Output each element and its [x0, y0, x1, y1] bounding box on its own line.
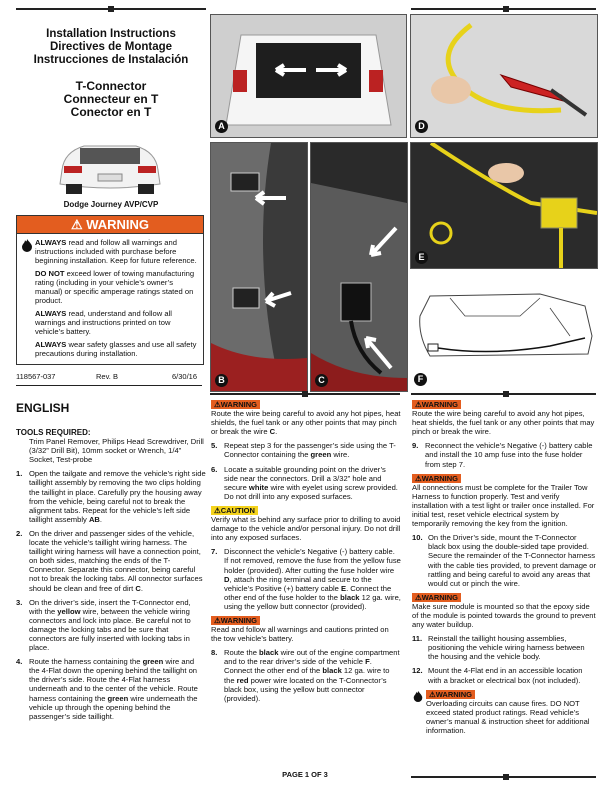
step-8: 8. Route the black wire out of the engine compartment and to the rear driver’s side of the vehicle F. Connect the other end of the black 12 ga. wire to the red power wire located on the T-Connector’s black box, using the yellow butt connector (provided).: [211, 648, 400, 703]
step-11: 11. Reinstall the taillight housing assemblies, positioning the vehicle wiring harness between the housing and the vehicle body.: [412, 634, 585, 662]
warning-note-module: ⚠WARNING Make sure module is mounted so that the epoxy side of the module is pointed towards the ground to prevent any water buildup.: [412, 592, 596, 630]
step-10: 10. On the Driver’s side, mount the T-Connector black box using the double-sided tape provided. Secure the remainder of the T-Connector harness with the cable ties provided, to prevent damage or rattling and being careful to avoid any areas that would cut or pinch the wire.: [412, 533, 597, 588]
step-5: 5. Repeat step 3 for the passenger’s side using the T-Connector containing the green wire.: [211, 441, 396, 460]
warning-note-battery: ⚠WARNING Read and follow all warnings and cautions printed on the tow vehicle’s battery.: [211, 615, 389, 644]
figure-b-photo: [210, 142, 308, 392]
revision: Rev. B: [96, 372, 118, 381]
step-9: 9. Reconnect the vehicle’s Negative (-) battery cable and install the 10 amp fuse into the fuse holder from step 7.: [412, 441, 593, 469]
step-1: 1. Open the tailgate and remove the vehicle’s right side taillight assembly by removing the two clips holding the taillight in place. Carefully pry the housing away from the vehicle, being careful not to break the alignment tabs. Repeat for the vehicle’s left side taillight assembly AB.: [16, 469, 206, 524]
warning-heading-text: WARNING: [86, 217, 150, 232]
product-fr: Connecteur en T: [63, 92, 159, 106]
step-7: 7. Disconnect the vehicle’s Negative (-) battery cable. If not removed, remove the fuse from the yellow fuse holder (provided). After cutting the fuse holder wire D, attach the ring terminal and secure to the vehicle’s Positive (+) battery cable E. Connect the other end of the fuse holder to the black 12 ga. wire, using the yellow butt connector (provided).: [211, 547, 401, 611]
warning-tag: ⚠WARNING: [211, 400, 260, 409]
product-en: T-Connector: [75, 79, 147, 93]
figure-d-label: D: [415, 120, 428, 133]
doc-date: 6/30/16: [172, 372, 198, 381]
column-1: [16, 428, 206, 726]
document-title: [16, 28, 206, 67]
fire-hazard-icon: [20, 238, 34, 252]
figure-a-photo: [210, 14, 407, 138]
product-title: [16, 80, 206, 119]
tools-list: Trim Panel Remover, Philips Head Screwdriver, Drill (3/32” Drill Bit), 10mm socket or Wrench, 1/4” Socket, Test-probe: [29, 437, 204, 465]
warning-note-overload: ⚠WARNING Overloading circuits can cause fires. DO NOT exceed stated product ratings. Read vehicle’s owner’s manual & instruction sheet for additional information.: [412, 690, 596, 735]
warning-tag: ⚠WARNING: [426, 690, 475, 699]
warning-note-connections: ⚠WARNING All connections must be complete for the Trailer Tow Harness to function properly. Test and verify installation with a test light or trailer once installed. For initial test, reset vehicle electrical system by temporarily removing the key from the ignition.: [412, 473, 595, 529]
warning-heading: [17, 216, 203, 234]
figure-e-label: E: [415, 251, 428, 264]
step-2: 2. On the driver and passenger sides of the vehicle, locate the vehicle’s taillight wiring harness. The taillight wiring harness will have a connection point, on both sides, matching the ends of the T-Connector. Separate this connector, being careful not to break the locking tabs. All connector surfaces should be clean and free of dirt C.: [16, 528, 203, 593]
caution-note: ⚠CAUTION Verify what is behind any surface prior to drilling to avoid damage to the vehicle and/or personal injury. Do not drill into any exposed surfaces.: [211, 505, 401, 543]
caution-tag: ⚠CAUTION: [211, 506, 258, 515]
warning-para-1: ALWAYS read and follow all warnings and instructions included with purchase before beginning installation. Keep for future reference.: [35, 238, 197, 265]
figure-c-label: C: [315, 374, 328, 387]
vehicle-photo: [50, 130, 170, 198]
figure-a-label: A: [215, 120, 228, 133]
page-number: PAGE 1 OF 3: [282, 770, 328, 779]
step-6: 6. Locate a suitable grounding point on the driver’s side near the connectors. Drill a 3/32” hole and secure white wire with eyelet using screw provided. Do not drill into any exposed surfaces.: [211, 464, 398, 501]
title-es: Instrucciones de Instalación: [33, 54, 189, 66]
warning-note-hot-2: ⚠WARNING Route the wire being careful to avoid any hot pipes, heat shields, the fuel tank or any other points that may pinch or break the wire.: [412, 400, 595, 437]
language-heading: ENGLISH: [16, 401, 70, 415]
figure-e-photo: [410, 142, 598, 269]
title-fr: Directives de Montage: [49, 41, 173, 53]
warning-tag: ⚠WARNING: [412, 474, 461, 483]
column-3: [412, 400, 596, 740]
warning-tag: ⚠WARNING: [412, 593, 461, 602]
warning-note-hot: ⚠WARNING Route the wire being careful to avoid any hot pipes, heat shields, the fuel tank or any other points that may pinch or break the wire C.: [211, 400, 401, 437]
product-es: Conector en T: [70, 105, 152, 119]
tools-heading: TOOLS REQUIRED:: [16, 428, 91, 437]
step-12: 12. Mount the 4-Flat end in an accessible location with a bracket or electrical box (not included).: [412, 666, 583, 685]
warning-para-3: ALWAYS read, understand and follow all warnings and instructions printed on tow vehicle’s battery.: [35, 309, 172, 336]
warning-tag: ⚠WARNING: [211, 616, 260, 625]
figure-b-label: B: [215, 374, 228, 387]
step-3: 3. On the driver’s side, insert the T-Connector end, with the yellow wire, between the vehicle wiring connectors and lock into place. Be careful not to damage the locking tabs and be sure that connectors are fully inserted with locking tabs in place.: [16, 597, 191, 653]
figure-f-diagram: [410, 276, 596, 388]
figure-d-photo: [410, 14, 598, 138]
part-number: 118567-037: [16, 372, 56, 381]
warning-para-2: DO NOT exceed lower of towing manufacturing rating (including in your vehicle’s owner’s manual) or specific amperage ratings stated on product.: [35, 269, 195, 305]
column-2: [211, 400, 401, 708]
fire-hazard-icon: [412, 690, 424, 704]
title-en: Installation Instructions: [46, 28, 176, 40]
vehicle-name: Dodge Journey AVP/CVP: [63, 200, 159, 209]
figure-f-label: F: [414, 373, 427, 386]
warning-triangle-icon: ⚠: [70, 217, 83, 232]
warning-tag: ⚠WARNING: [412, 400, 461, 409]
warning-para-4: ALWAYS wear safety glasses and use all safety precautions during installation.: [35, 340, 197, 358]
step-4: 4. Route the harness containing the green wire and the 4-Flat down the opening behind the taillight on the driver’s side. Route the 4-Flat harness underneath and to the center of the vehicle. Route harness containing the green wire underneath the vehicle up through the opening behind the passenger’s side taillight.: [16, 657, 198, 721]
figure-c-photo: [310, 142, 408, 392]
warning-box: [16, 215, 204, 365]
